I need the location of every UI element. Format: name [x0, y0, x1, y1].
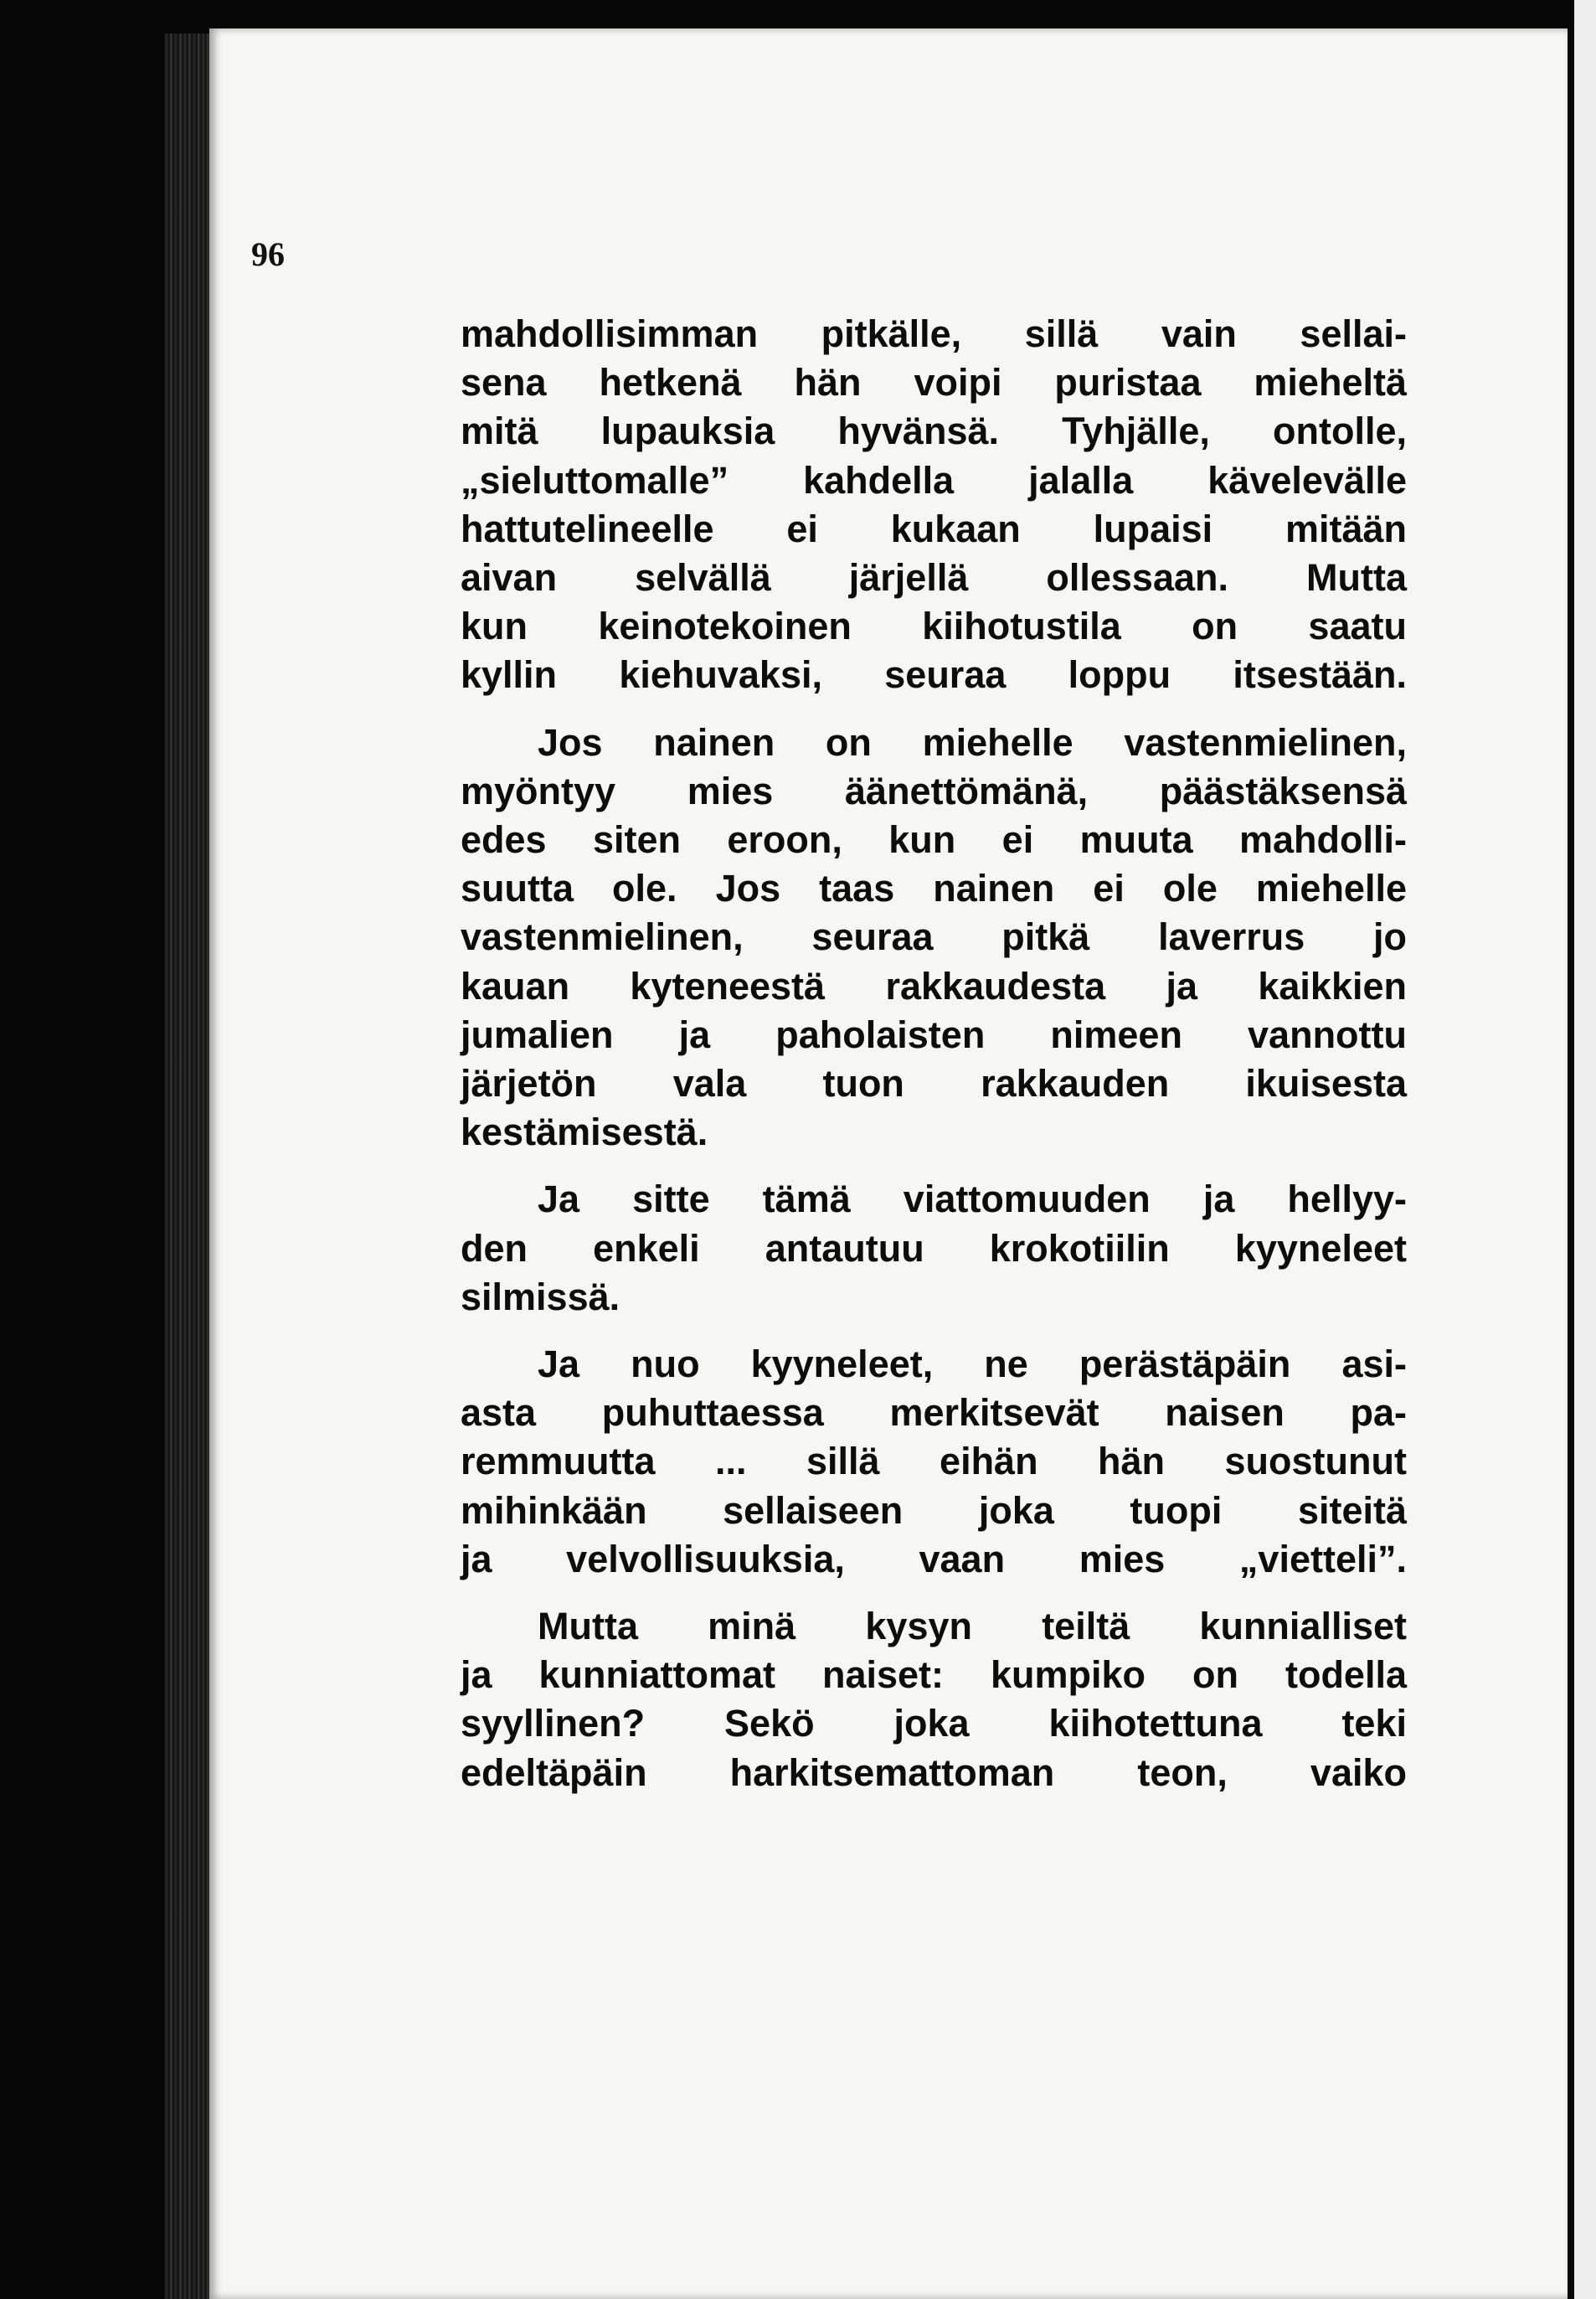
text-line: silmissä.	[461, 1275, 620, 1318]
paragraph-2	[461, 719, 1407, 1157]
text-line: edes siten eroon, kun ei muuta mahdolli-	[461, 818, 1407, 862]
right-margin-strip	[1574, 0, 1596, 2299]
paragraph-3	[461, 1175, 1407, 1322]
text-line: syyllinen? Sekö joka kiihotettuna teki	[461, 1702, 1407, 1745]
text-line: kauan kyteneestä rakkaudesta ja kaikkien	[461, 964, 1407, 1008]
text-line: Jos nainen on miehelle vastenmielinen,	[538, 720, 1407, 764]
text-line: mihinkään sellaiseen joka tuopi siteitä	[461, 1488, 1407, 1532]
text-line: den enkeli antautuu krokotiilin kyyneleet	[461, 1226, 1407, 1270]
text-line: vastenmielinen, seuraa pitkä laverrus jo	[461, 915, 1407, 959]
text-line: kestämisestä.	[461, 1111, 708, 1154]
text-line: edeltäpäin harkitsemattoman teon, vaiko	[461, 1750, 1407, 1794]
text-line: jumalien ja paholaisten nimeen vannottu	[461, 1013, 1407, 1056]
text-line: „sieluttomalle” kahdella jalalla kävelevälle	[461, 458, 1407, 502]
body-text	[461, 310, 1407, 1816]
text-line: hattutelineelle ei kukaan lupaisi mitään	[461, 507, 1407, 550]
text-line: mahdollisimman pitkälle, sillä vain sellai-	[461, 312, 1407, 355]
text-line: suutta ole. Jos taas nainen ei ole miehelle	[461, 867, 1407, 910]
text-line: mitä lupauksia hyvänsä. Tyhjälle, ontolle,	[461, 410, 1407, 453]
text-line: asta puhuttaessa merkitsevät naisen pa-	[461, 1391, 1407, 1435]
text-line: Mutta minä kysyn teiltä kunnialliset	[538, 1605, 1407, 1648]
text-line: ja kunniattomat naiset: kumpiko on todella	[461, 1653, 1407, 1697]
text-line: myöntyy mies äänettömänä, päästäksensä	[461, 769, 1407, 812]
text-line: aivan selvällä järjellä ollessaan. Mutta	[461, 556, 1407, 600]
paragraph-5	[461, 1602, 1407, 1797]
book-binding-edge	[164, 34, 213, 2299]
text-line: Ja sitte tämä viattomuuden ja hellyy-	[538, 1178, 1407, 1221]
page-number: 96	[251, 235, 285, 273]
text-line: Ja nuo kyyneleet, ne perästäpäin asi-	[538, 1343, 1407, 1386]
text-line: sena hetkenä hän voipi puristaa mieheltä	[461, 361, 1407, 405]
paragraph-1	[461, 310, 1407, 700]
text-line: remmuutta ... sillä eihän hän suostunut	[461, 1440, 1407, 1483]
paragraph-4	[461, 1340, 1407, 1584]
text-line: järjetön vala tuon rakkauden ikuisesta	[461, 1062, 1407, 1106]
text-line: ja velvollisuuksia, vaan mies „vietteli”.	[461, 1537, 1407, 1580]
text-line: kyllin kiehuvaksi, seuraa loppu itsestään.	[461, 653, 1407, 697]
text-line: kun keinotekoinen kiihotustila on saatu	[461, 605, 1407, 648]
